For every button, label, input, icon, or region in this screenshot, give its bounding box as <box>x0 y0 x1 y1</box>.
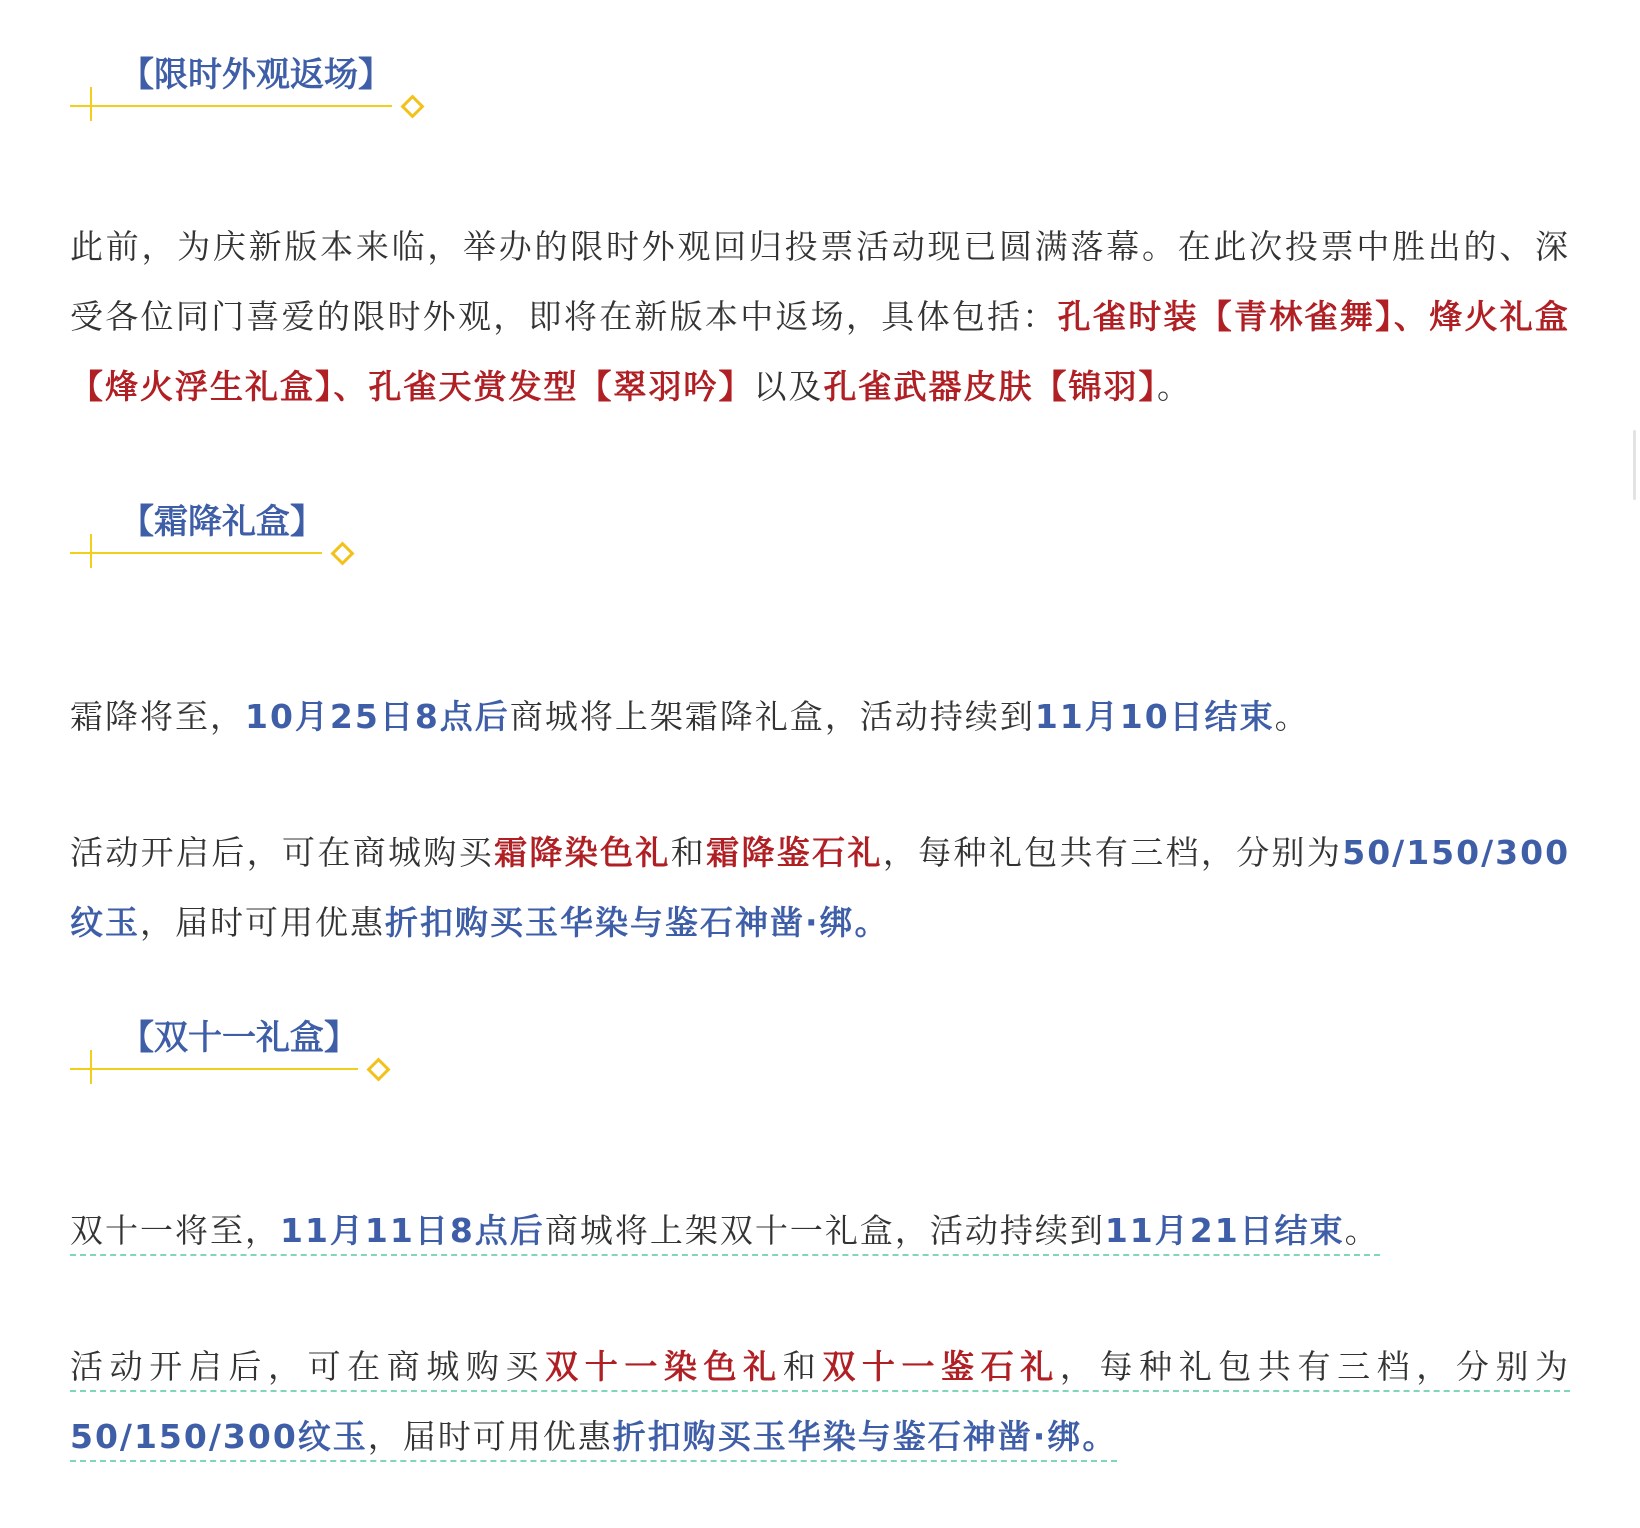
text-run: 此前，为庆新版本来临，举办的限时外观回归投票活动现已圆满落幕。在此次投票中胜出的、深受各位同门喜爱的限时外观，即将在新版本中返场，具体包括： <box>70 227 1570 336</box>
text-run: 和 <box>670 833 707 872</box>
text-run: 。 <box>1157 367 1192 406</box>
header-tick <box>90 1050 92 1084</box>
highlight-peacock-outfit: 孔雀时装【青林雀舞】 <box>1057 297 1394 336</box>
header-underline <box>70 1068 358 1070</box>
underlined-line <box>70 1211 1380 1256</box>
text-run: 和 <box>782 1347 823 1386</box>
highlight-end-time: 11月10日结束 <box>1034 697 1275 736</box>
highlight-discount-items: 折扣购买玉华染与鉴石神凿·绑。 <box>385 903 890 942</box>
text-run: 。 <box>1274 697 1310 736</box>
highlight-dye-pack: 双十一染色礼 <box>545 1347 783 1386</box>
highlight-price-tiers: 50/150/300纹玉 <box>70 1417 368 1456</box>
paragraph-double-eleven-packs <box>70 1332 1570 1472</box>
highlight-start-time: 11月11日8点后 <box>280 1211 545 1250</box>
paragraph-limited-appearance <box>70 212 1570 422</box>
highlight-peacock-hairstyle: 孔雀天赏发型【翠羽吟】 <box>368 367 754 406</box>
diamond-icon <box>330 541 354 565</box>
text-run: 、 <box>1393 297 1430 336</box>
paragraph-frost-packs <box>70 818 1570 958</box>
text-run: 霜降将至， <box>70 697 245 736</box>
section-title: 【双十一礼盒】 <box>120 1018 358 1058</box>
text-run: 、 <box>333 367 369 406</box>
highlight-stone-pack: 双十一鉴石礼 <box>822 1347 1060 1386</box>
text-run: 。 <box>1344 1211 1380 1250</box>
underlined-line <box>70 1347 1570 1462</box>
highlight-end-time: 11月21日结束 <box>1104 1211 1345 1250</box>
paragraph-double-eleven-schedule <box>70 1196 1570 1266</box>
text-run: 以及 <box>753 367 824 406</box>
text-run: ，届时可用优惠 <box>367 1417 613 1456</box>
section-title: 【霜降礼盒】 <box>120 502 324 542</box>
text-run: 活动开启后，可在商城购买 <box>70 1347 546 1386</box>
highlight-start-time: 10月25日8点后 <box>245 697 510 736</box>
diamond-icon <box>400 94 424 118</box>
highlight-stone-pack: 霜降鉴石礼 <box>706 833 883 872</box>
text-run: 活动开启后，可在商城购买 <box>70 833 495 872</box>
header-underline <box>70 105 392 107</box>
text-run: ，届时可用优惠 <box>140 903 385 942</box>
section-title: 【限时外观返场】 <box>120 55 392 95</box>
paragraph-frost-schedule <box>70 682 1570 752</box>
highlight-price-tiers: 50/150/300纹玉 <box>70 833 1571 942</box>
highlight-dye-pack: 霜降染色礼 <box>494 833 671 872</box>
highlight-peacock-weapon-skin: 孔雀武器皮肤【锦羽】 <box>823 367 1157 406</box>
highlight-beacon-box: 烽火礼盒【烽火浮生礼盒】 <box>70 297 1571 406</box>
highlight-discount-items: 折扣购买玉华染与鉴石神凿·绑。 <box>612 1417 1118 1456</box>
header-underline <box>70 552 322 554</box>
text-run: ，每种礼包共有三档，分别为 <box>1059 1347 1571 1386</box>
diamond-icon <box>366 1057 390 1081</box>
text-run: 双十一将至， <box>70 1211 280 1250</box>
text-run: ，每种礼包共有三档，分别为 <box>882 833 1343 872</box>
scrollbar-thumb[interactable] <box>1633 430 1636 500</box>
header-tick <box>90 534 92 568</box>
text-run: 商城将上架双十一礼盒，活动持续到 <box>544 1211 1105 1250</box>
header-tick <box>90 87 92 121</box>
text-run: 商城将上架霜降礼盒，活动持续到 <box>509 697 1035 736</box>
